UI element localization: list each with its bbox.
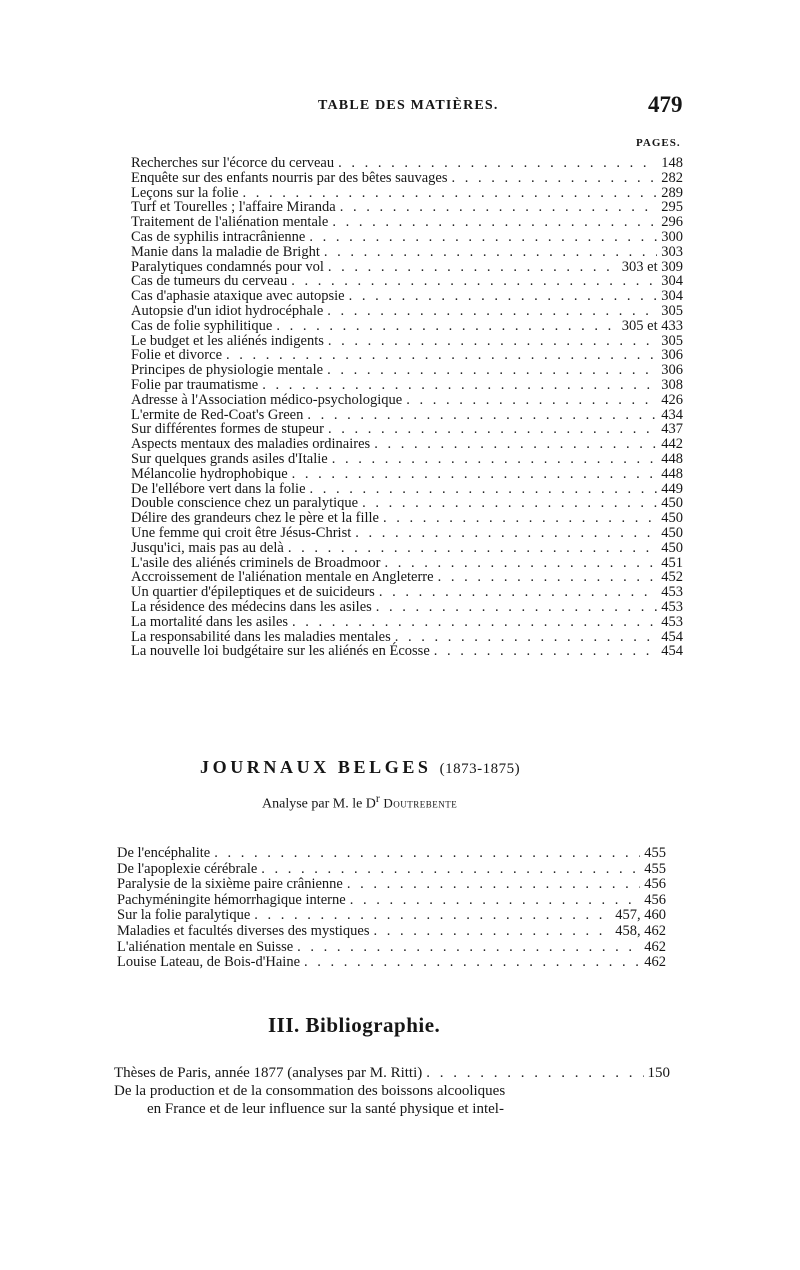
toc-entry: [131, 437, 683, 452]
entry-page: 448: [661, 450, 683, 467]
dot-leader: [328, 334, 657, 349]
entry-title: Paralytiques condamnés pour vol: [131, 258, 324, 275]
entry-title: La nouvelle loi budgétaire sur les aliénés en Écosse: [131, 643, 430, 660]
toc-entry: [131, 467, 683, 482]
analyse-byline: [262, 792, 622, 813]
entry-page: 306: [661, 347, 683, 364]
dot-leader: [406, 393, 657, 408]
entry-page: 456: [644, 876, 666, 893]
toc-entry: [131, 245, 683, 260]
entry-title: Accroissement de l'aliénation mentale en Angleterre: [131, 569, 434, 586]
toc-entry: [131, 452, 683, 467]
toc-entry: [131, 556, 683, 571]
toc-entry: [131, 304, 683, 319]
entry-title: Traitement de l'aliénation mentale: [131, 214, 329, 231]
entry-page: 462: [644, 938, 666, 955]
entry-title: Louise Lateau, de Bois-d'Haine: [117, 954, 300, 971]
dot-leader: [288, 541, 657, 556]
toc-entry: [117, 846, 666, 862]
entry-title: Recherches sur l'écorce du cerveau: [131, 155, 335, 171]
entry-title: De l'ellébore vert dans la folie: [131, 480, 306, 497]
entry-title: Thèses de Paris, année 1877 (analyses par M. Ritti): [114, 1065, 423, 1081]
section-title: JOURNAUX BELGES: [200, 757, 432, 777]
entry-title: Cas de tumeurs du cerveau: [131, 273, 288, 290]
toc-entry: [131, 260, 683, 275]
entry-page: 303 et 309: [621, 258, 683, 275]
dot-leader: [340, 200, 658, 215]
toc-entry: [131, 378, 683, 393]
entry-page: 305 et 433: [621, 317, 683, 334]
toc-entry: [131, 585, 683, 600]
running-title: TABLE DES MATIÈRES.: [318, 98, 499, 113]
running-head: [0, 92, 800, 122]
entry-page: 450: [661, 510, 683, 527]
entry-title: Manie dans la maladie de Bright: [131, 243, 320, 260]
section-heading-bibliographie: III. Bibliographie.: [268, 1013, 441, 1037]
paragraph-line: en France et de leur influence sur la santé physique et intel-: [147, 1101, 504, 1117]
dot-leader: [338, 156, 657, 171]
dot-leader: [328, 260, 618, 275]
toc-entry: [117, 862, 666, 878]
dot-leader: [214, 846, 640, 862]
toc-entry: [131, 570, 683, 585]
dot-leader: [276, 319, 617, 334]
entry-title: Cas de folie syphilitique: [131, 317, 273, 334]
entry-page: 282: [661, 169, 683, 186]
entry-title: Cas d'aphasie ataxique avec autopsie: [131, 288, 345, 305]
paragraph-line: De la production et de la consommation des boissons alcooliques: [114, 1083, 506, 1099]
toc-entry: [117, 908, 666, 924]
entry-page: 289: [661, 184, 683, 201]
dot-leader: [297, 940, 640, 956]
entry-title: Le budget et les aliénés indigents: [131, 332, 324, 349]
journaux-toc-list: [117, 846, 666, 971]
toc-entry: [117, 924, 666, 940]
toc-entry: [131, 541, 683, 556]
section-years: (1873-1875): [439, 761, 521, 777]
dot-leader: [261, 862, 640, 878]
dot-leader: [350, 893, 641, 909]
entry-title: La responsabilité dans les maladies mentales: [131, 628, 391, 645]
section-heading-journaux-belges: [200, 757, 600, 778]
entry-page: 453: [661, 598, 683, 615]
entry-title: Adresse à l'Association médico-psychologique: [131, 391, 403, 408]
toc-entry: [131, 289, 683, 304]
toc-entry: [131, 422, 683, 437]
dot-leader: [452, 171, 658, 186]
entry-page: 296: [661, 214, 683, 231]
toc-entry: [131, 615, 683, 630]
toc-entry: [131, 200, 683, 215]
dot-leader: [347, 877, 640, 893]
entry-page: 148: [661, 155, 683, 171]
dot-leader: [291, 274, 657, 289]
entry-title: La résidence des médecins dans les asiles: [131, 598, 372, 615]
entry-title: De l'encéphalite: [117, 845, 211, 861]
entry-page: 449: [661, 480, 683, 497]
entry-title: Sur quelques grands asiles d'Italie: [131, 450, 328, 467]
dot-leader: [383, 511, 657, 526]
entry-page: 304: [661, 273, 683, 290]
dot-leader: [327, 304, 657, 319]
toc-entry: [131, 274, 683, 289]
analyse-prefix: Analyse par M. le D: [262, 796, 376, 812]
dot-leader: [243, 186, 658, 201]
entry-title: Double conscience chez un paralytique: [131, 495, 359, 512]
toc-entry: [131, 230, 683, 245]
entry-title: Maladies et facultés diverses des mystiques: [117, 922, 370, 939]
dot-leader: [309, 230, 657, 245]
entry-title: Enquête sur des enfants nourris par des bêtes sauvages: [131, 169, 448, 186]
dot-leader: [307, 408, 657, 423]
entry-page: 450: [661, 539, 683, 556]
toc-entry: [131, 171, 683, 186]
toc-entry: [114, 1064, 670, 1082]
entry-page: 453: [661, 613, 683, 630]
analyse-author: Doutrebente: [383, 795, 458, 811]
dot-leader: [373, 924, 611, 940]
analyse-sup: r: [375, 792, 380, 805]
toc-entry: [117, 877, 666, 893]
dot-leader: [355, 526, 657, 541]
dot-leader: [328, 422, 657, 437]
entry-title: Principes de physiologie mentale: [131, 362, 324, 379]
dot-leader: [384, 556, 657, 571]
entry-title: Sur différentes formes de stupeur: [131, 421, 325, 438]
dot-leader: [324, 245, 657, 260]
entry-page: 455: [644, 845, 666, 861]
toc-entry: [131, 156, 683, 171]
entry-title: L'ermite de Red-Coat's Green: [131, 406, 304, 423]
entry-page: 450: [661, 495, 683, 512]
entry-title: Cas de syphilis intracrânienne: [131, 228, 306, 245]
entry-page: 150: [647, 1065, 670, 1081]
toc-entry: [131, 644, 683, 659]
dot-leader: [332, 452, 658, 467]
entry-page: 462: [644, 954, 666, 971]
entry-page: 426: [661, 391, 683, 408]
dot-leader: [349, 289, 658, 304]
toc-entry: [131, 526, 683, 541]
entry-title: Leçons sur la folie: [131, 184, 239, 201]
entry-page: 458, 462: [615, 922, 666, 939]
entry-page: 305: [661, 332, 683, 349]
entry-page: 450: [661, 524, 683, 541]
toc-entry: [131, 363, 683, 378]
entry-title: Jusqu'ici, mais pas au delà: [131, 539, 284, 556]
toc-entry: [117, 955, 666, 971]
dot-leader: [254, 908, 611, 924]
dot-leader: [376, 600, 657, 615]
dot-leader: [292, 467, 658, 482]
entry-page: 308: [661, 376, 683, 393]
entry-title: Un quartier d'épileptiques et de suicideurs: [131, 584, 375, 601]
entry-title: De l'apoplexie cérébrale: [117, 860, 258, 877]
toc-list: [131, 156, 683, 659]
dot-leader: [434, 644, 657, 659]
toc-entry: [131, 482, 683, 497]
entry-page: 300: [661, 228, 683, 245]
entry-page: 457, 460: [615, 907, 666, 924]
pages-column-label: PAGES.: [636, 137, 681, 149]
dot-leader: [379, 585, 657, 600]
entry-page: 451: [661, 554, 683, 571]
entry-page: 295: [661, 199, 683, 216]
toc-entry: [131, 319, 683, 334]
entry-page: 304: [661, 288, 683, 305]
bibliographie-block: [114, 1064, 670, 1118]
entry-title: Folie et divorce: [131, 347, 223, 364]
entry-title: Autopsie d'un idiot hydrocéphale: [131, 302, 324, 319]
entry-page: 448: [661, 465, 683, 482]
toc-entry: [117, 940, 666, 956]
dot-leader: [332, 215, 657, 230]
entry-title: Folie par traumatisme: [131, 376, 259, 393]
toc-entry: [131, 408, 683, 423]
entry-title: Sur la folie paralytique: [117, 907, 251, 924]
dot-leader: [226, 348, 657, 363]
dot-leader: [362, 496, 657, 511]
entry-title: Paralysie de la sixième paire crânienne: [117, 876, 343, 893]
entry-title: Aspects mentaux des maladies ordinaires: [131, 436, 371, 453]
toc-entry: [131, 348, 683, 363]
dot-leader: [438, 570, 658, 585]
entry-page: 454: [661, 628, 683, 645]
toc-entry: [131, 334, 683, 349]
entry-page: 455: [644, 860, 666, 877]
toc-entry: [131, 600, 683, 615]
toc-entry: [131, 186, 683, 201]
dot-leader: [374, 437, 657, 452]
entry-title: La mortalité dans les asiles: [131, 613, 289, 630]
entry-page: 442: [661, 436, 683, 453]
toc-entry: [131, 393, 683, 408]
dot-leader: [292, 615, 657, 630]
entry-page: 303: [661, 243, 683, 260]
entry-page: 456: [644, 891, 666, 908]
toc-entry: [131, 511, 683, 526]
toc-entry: [117, 893, 666, 909]
dot-leader: [304, 955, 640, 971]
entry-page: 454: [661, 643, 683, 660]
dot-leader: [327, 363, 657, 378]
entry-page: 437: [661, 421, 683, 438]
entry-page: 452: [661, 569, 683, 586]
entry-page: 305: [661, 302, 683, 319]
toc-entry: [131, 215, 683, 230]
entry-page: 453: [661, 584, 683, 601]
dot-leader: [262, 378, 657, 393]
toc-entry: [131, 496, 683, 511]
dot-leader: [395, 630, 658, 645]
entry-title: Délire des grandeurs chez le père et la fille: [131, 510, 379, 527]
entry-title: Turf et Tourelles ; l'affaire Miranda: [131, 199, 336, 216]
page-number: 479: [648, 92, 683, 117]
entry-title: L'asile des aliénés criminels de Broadmoor: [131, 554, 381, 571]
entry-page: 306: [661, 362, 683, 379]
entry-page: 434: [661, 406, 683, 423]
entry-title: Pachyméningite hémorrhagique interne: [117, 891, 346, 908]
dot-leader: [310, 482, 658, 497]
entry-title: L'aliénation mentale en Suisse: [117, 938, 294, 955]
entry-title: Mélancolie hydrophobique: [131, 465, 288, 482]
entry-title: Une femme qui croit être Jésus-Christ: [131, 524, 352, 541]
dot-leader: [426, 1064, 643, 1082]
